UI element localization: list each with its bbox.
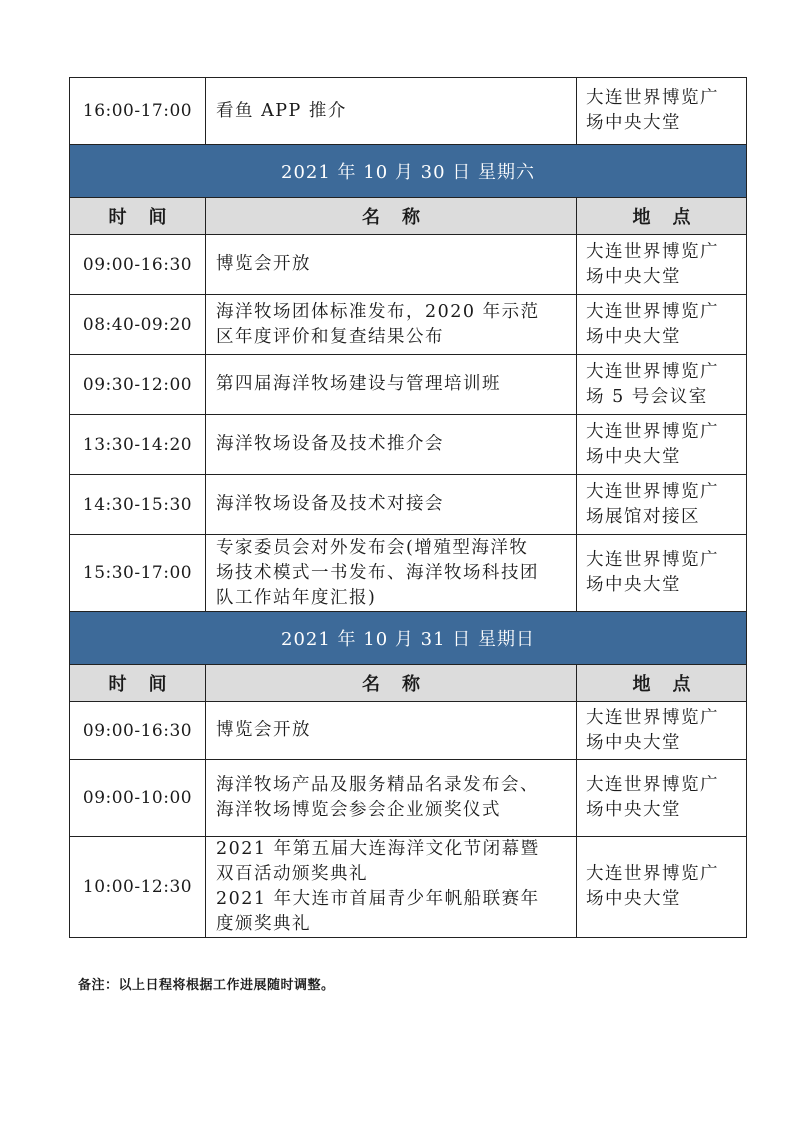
column-header-row — [70, 665, 747, 702]
event-location — [577, 760, 747, 837]
event-time: 14:30-15:30 — [70, 475, 206, 535]
event-location-line: 场中央大堂 — [586, 266, 681, 287]
header-loc-label: 地点 — [632, 207, 713, 228]
header-loc — [577, 198, 747, 235]
header-name — [206, 665, 577, 702]
header-time — [70, 198, 206, 235]
event-name — [206, 760, 577, 837]
event-location — [577, 355, 747, 415]
event-location-line: 大连世界博览广 — [586, 301, 719, 322]
table-row — [70, 535, 747, 612]
event-location-line: 场中央大堂 — [586, 800, 681, 820]
event-name-line: 看鱼 APP 推介 — [216, 100, 347, 121]
event-name — [206, 78, 577, 145]
event-location-line: 场展馆对接区 — [586, 506, 700, 527]
event-location — [577, 475, 747, 535]
event-name-line: 场技术模式一书发布、海洋牧场科技团 — [216, 562, 539, 583]
event-location — [577, 78, 747, 145]
footnote: 备注：以上日程将根据工作进展随时调整。 — [78, 978, 335, 993]
event-location-line: 场中央大堂 — [586, 575, 681, 595]
event-name — [206, 355, 577, 415]
table-row — [70, 760, 747, 837]
table-row — [70, 235, 747, 295]
event-name — [206, 475, 577, 535]
event-location-line: 大连世界博览广 — [586, 707, 719, 728]
event-location — [577, 837, 747, 938]
event-location — [577, 535, 747, 612]
event-time: 10:00-12:30 — [70, 837, 206, 938]
event-location — [577, 702, 747, 760]
event-name-line: 双百活动颁奖典礼 — [216, 864, 368, 884]
event-location-line: 大连世界博览广 — [586, 775, 719, 795]
event-name-line: 2021 年大连市首届青少年帆船联赛年 — [216, 889, 540, 909]
event-location-line: 场 5 号会议室 — [586, 386, 708, 407]
event-location-line: 场中央大堂 — [586, 889, 681, 909]
event-name-line: 海洋牧场设备及技术对接会 — [216, 494, 444, 514]
event-time: 09:00-10:00 — [70, 760, 206, 837]
event-location-line: 场中央大堂 — [586, 326, 681, 347]
event-location-line: 大连世界博览广 — [586, 421, 719, 442]
event-location-line: 场中央大堂 — [586, 732, 681, 753]
event-name — [206, 235, 577, 295]
event-name-line: 度颁奖典礼 — [216, 914, 311, 934]
event-location-line: 场中央大堂 — [586, 113, 681, 133]
event-time: 13:30-14:20 — [70, 415, 206, 475]
header-name-label: 名称 — [362, 674, 442, 695]
table-row — [70, 415, 747, 475]
event-location — [577, 415, 747, 475]
table-row — [70, 78, 747, 145]
event-location — [577, 235, 747, 295]
column-header-row — [70, 198, 747, 235]
event-location-line: 大连世界博览广 — [586, 241, 719, 262]
event-name-line: 海洋牧场团体标准发布，2020 年示范 — [216, 301, 540, 322]
table-row — [70, 702, 747, 760]
event-location-line: 大连世界博览广 — [586, 361, 719, 382]
event-name-line: 海洋牧场博览会参会企业颁奖仪式 — [216, 800, 501, 820]
event-name-line: 海洋牧场产品及服务精品名录发布会、 — [216, 775, 539, 795]
table-row — [70, 295, 747, 355]
event-name-line: 海洋牧场设备及技术推介会 — [216, 434, 444, 454]
event-name — [206, 415, 577, 475]
event-time: 08:40-09:20 — [70, 295, 206, 355]
header-loc-label: 地点 — [632, 674, 713, 695]
event-time: 09:00-16:30 — [70, 702, 206, 760]
event-name — [206, 295, 577, 355]
schedule-body — [70, 78, 747, 938]
table-row — [70, 475, 747, 535]
day-banner-row — [70, 612, 747, 665]
event-name-line: 区年度评价和复查结果公布 — [216, 326, 444, 347]
header-name — [206, 198, 577, 235]
event-name — [206, 702, 577, 760]
event-location-line: 场中央大堂 — [586, 446, 681, 467]
event-name-line: 博览会开放 — [216, 254, 311, 274]
header-loc — [577, 665, 747, 702]
event-name-line: 博览会开放 — [216, 720, 311, 740]
header-time-label: 时间 — [108, 207, 189, 228]
event-name-line: 2021 年第五届大连海洋文化节闭幕暨 — [216, 839, 540, 859]
event-time: 09:00-16:30 — [70, 235, 206, 295]
table-row — [70, 355, 747, 415]
event-location — [577, 295, 747, 355]
event-name-line: 第四届海洋牧场建设与管理培训班 — [216, 374, 501, 394]
event-name-line: 专家委员会对外发布会(增殖型海洋牧 — [216, 537, 529, 558]
event-name-line: 队工作站年度汇报) — [216, 587, 377, 608]
day-banner: 2021 年 10 月 31 日 星期日 — [70, 612, 747, 665]
event-location-line: 大连世界博览广 — [586, 864, 719, 884]
event-location-line: 大连世界博览广 — [586, 88, 719, 108]
event-time: 15:30-17:00 — [70, 535, 206, 612]
event-location-line: 大连世界博览广 — [586, 481, 719, 502]
header-name-label: 名称 — [362, 207, 442, 228]
schedule-table — [69, 77, 747, 938]
header-time-label: 时间 — [108, 674, 189, 695]
event-time: 16:00-17:00 — [70, 78, 206, 145]
event-time: 09:30-12:00 — [70, 355, 206, 415]
day-banner-row — [70, 145, 747, 198]
event-location-line: 大连世界博览广 — [586, 550, 719, 570]
event-name — [206, 837, 577, 938]
day-banner: 2021 年 10 月 30 日 星期六 — [70, 145, 747, 198]
table-row — [70, 837, 747, 938]
header-time — [70, 665, 206, 702]
event-name — [206, 535, 577, 612]
